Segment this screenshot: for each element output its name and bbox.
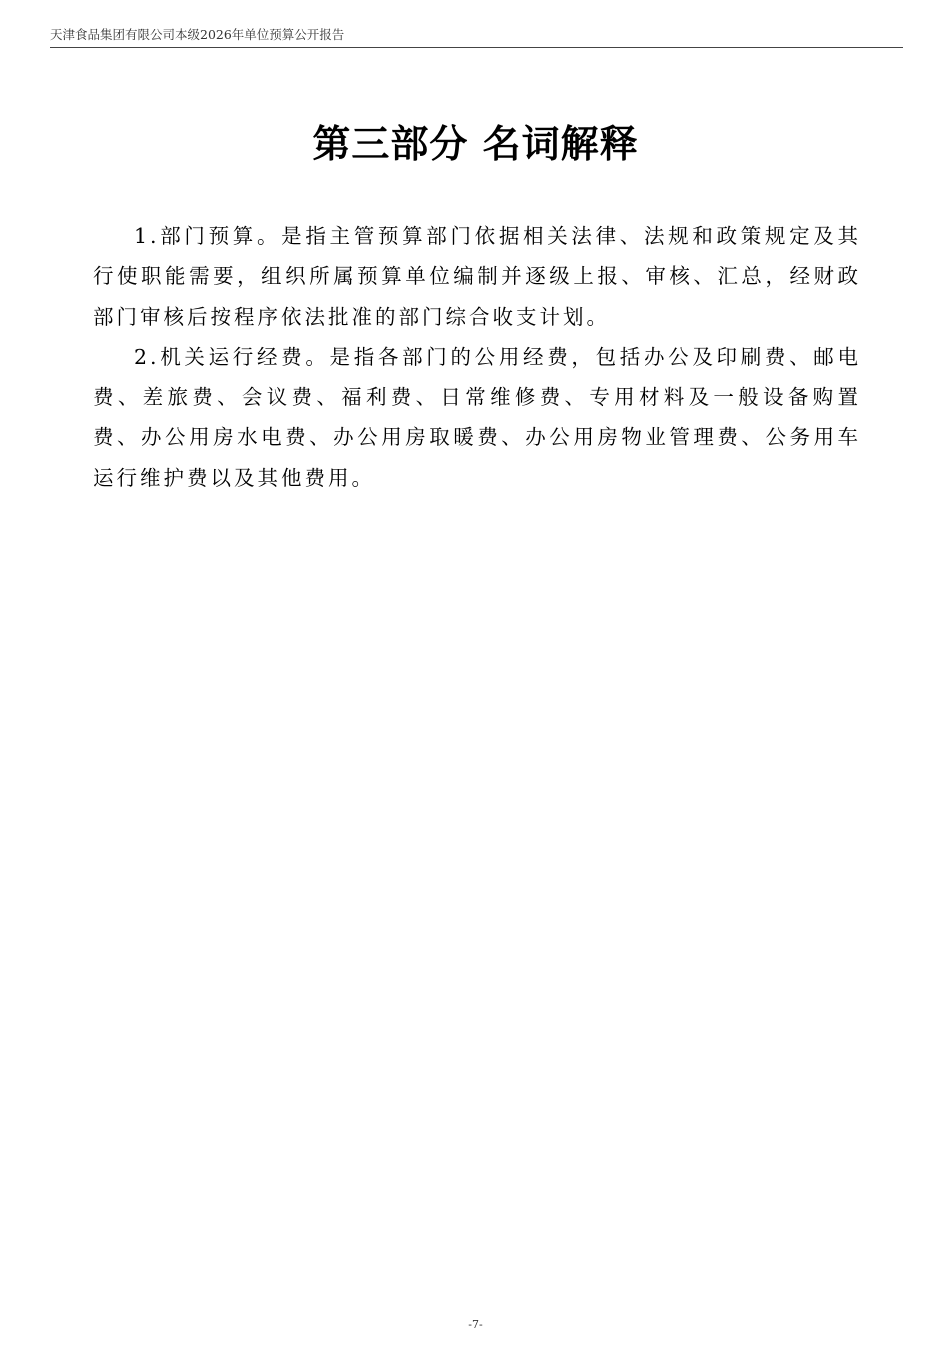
section-title: 第三部分 名词解释 xyxy=(312,122,639,166)
glossary-body xyxy=(93,216,861,498)
page-number: -7- xyxy=(468,1318,483,1331)
running-header: 天津食品集团有限公司本级2026年单位预算公开报告 xyxy=(50,27,903,48)
term-operating-expenses-definition: 2.机关运行经费。是指各部门的公用经费，包括办公及印刷费、邮电费、差旅费、会议费、福利费、日常维修费、专用材料及一般设备购置费、办公用房水电费、办公用房取暖费、办公用房物业管理费、公务用车运行维护费以及其他费用。 xyxy=(93,344,861,490)
term-budget-definition: 1.部门预算。是指主管预算部门依据相关法律、法规和政策规定及其行使职能需要，组织所属预算单位编制并逐级上报、审核、汇总，经财政部门审核后按程序依法批准的部门综合收支计划。 xyxy=(93,224,861,329)
